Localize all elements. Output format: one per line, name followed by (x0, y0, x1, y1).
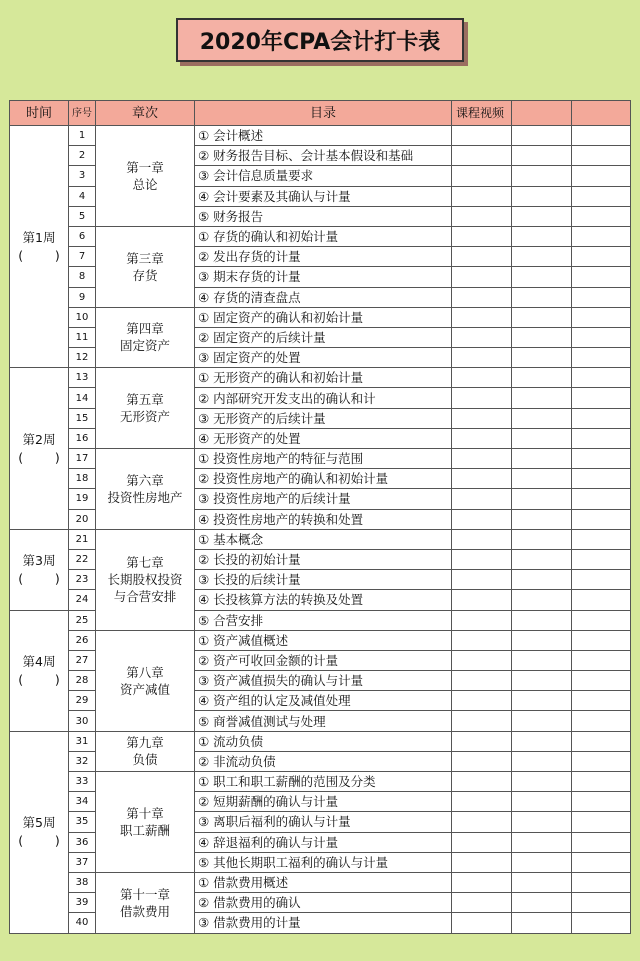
contents-item: ④ 会计要素及其确认与计量 (195, 186, 452, 206)
contents-item: ① 固定资产的确认和初始计量 (195, 307, 452, 327)
page-title: 2020年CPA会计打卡表 (176, 18, 464, 62)
check-cell[interactable] (512, 630, 572, 650)
contents-item: ① 存货的确认和初始计量 (195, 226, 452, 246)
check-cell[interactable] (512, 226, 572, 246)
row-number: 5 (69, 206, 96, 226)
check-cell[interactable] (572, 610, 631, 630)
week-cell (10, 529, 69, 610)
check-cell[interactable] (512, 549, 572, 569)
row-number: 3 (69, 166, 96, 186)
table-row (10, 449, 631, 469)
contents-item: ⑤ 财务报告 (195, 206, 452, 226)
video-check-cell[interactable] (452, 146, 512, 166)
contents-item: ④ 无形资产的处置 (195, 428, 452, 448)
check-cell[interactable] (572, 792, 631, 812)
check-cell[interactable] (512, 893, 572, 913)
video-check-cell[interactable] (452, 812, 512, 832)
check-cell[interactable] (512, 489, 572, 509)
check-cell[interactable] (512, 166, 572, 186)
check-cell[interactable] (572, 388, 631, 408)
contents-item: ① 基本概念 (195, 529, 452, 549)
video-check-cell[interactable] (452, 731, 512, 751)
table-row (10, 731, 631, 751)
row-number: 32 (69, 751, 96, 771)
contents-item: ② 财务报告目标、会计基本假设和基础 (195, 146, 452, 166)
chapter-name: 第五章 (126, 392, 164, 408)
week-label: 第4周 (22, 653, 56, 669)
video-check-cell[interactable] (452, 671, 512, 691)
video-check-cell[interactable] (452, 287, 512, 307)
video-check-cell[interactable] (452, 610, 512, 630)
header-no: 序号 (69, 101, 96, 126)
video-check-cell[interactable] (452, 368, 512, 388)
week-label: 第1周 (22, 229, 56, 245)
contents-item: ④ 辞退福利的确认与计量 (195, 832, 452, 852)
contents-item: ⑤ 商誉减值测试与处理 (195, 711, 452, 731)
check-cell[interactable] (572, 549, 631, 569)
chapter-name: 第十一章 (119, 886, 170, 902)
contents-item: ① 流动负债 (195, 731, 452, 751)
chapter-subject: 总论 (132, 176, 158, 192)
video-check-cell[interactable] (452, 832, 512, 852)
contents-item: ③ 离职后福利的确认与计量 (195, 812, 452, 832)
check-cell[interactable] (572, 247, 631, 267)
check-cell[interactable] (512, 772, 572, 792)
chapter-cell (96, 226, 195, 307)
row-number: 7 (69, 247, 96, 267)
contents-item: ⑤ 其他长期职工福利的确认与计量 (195, 852, 452, 872)
chapter-cell (96, 449, 195, 530)
check-cell[interactable] (572, 852, 631, 872)
check-cell[interactable] (512, 146, 572, 166)
table-row (10, 872, 631, 892)
video-check-cell[interactable] (452, 792, 512, 812)
week-label: 第5周 (22, 815, 56, 831)
check-cell[interactable] (572, 893, 631, 913)
row-number: 1 (69, 126, 96, 146)
table-row (10, 630, 631, 650)
row-number: 33 (69, 772, 96, 792)
video-check-cell[interactable] (452, 307, 512, 327)
contents-item: ② 资产可收回金额的计量 (195, 650, 452, 670)
contents-item: ② 投资性房地产的确认和初始计量 (195, 469, 452, 489)
row-number: 31 (69, 731, 96, 751)
video-check-cell[interactable] (452, 630, 512, 650)
contents-item: ③ 长投的后续计量 (195, 570, 452, 590)
chapter-subject: 职工薪酬 (119, 822, 170, 838)
check-cell[interactable] (572, 529, 631, 549)
check-cell[interactable] (512, 711, 572, 731)
row-number: 35 (69, 812, 96, 832)
row-number: 18 (69, 469, 96, 489)
check-cell[interactable] (572, 570, 631, 590)
table-row (10, 772, 631, 792)
week-date-field[interactable]: ( ) (18, 671, 60, 687)
chapter-name: 第六章 (126, 472, 164, 488)
week-date-field[interactable]: ( ) (18, 570, 60, 586)
row-number: 13 (69, 368, 96, 388)
check-cell[interactable] (512, 126, 572, 146)
contents-item: ② 借款费用的确认 (195, 893, 452, 913)
check-cell[interactable] (512, 671, 572, 691)
table-body (10, 126, 631, 934)
video-check-cell[interactable] (452, 570, 512, 590)
contents-item: ② 短期薪酬的确认与计量 (195, 792, 452, 812)
check-cell[interactable] (512, 509, 572, 529)
row-number: 36 (69, 832, 96, 852)
week-label: 第3周 (22, 552, 56, 568)
check-cell[interactable] (572, 226, 631, 246)
check-cell[interactable] (512, 348, 572, 368)
check-cell[interactable] (512, 449, 572, 469)
contents-item: ② 长投的初始计量 (195, 549, 452, 569)
row-number: 17 (69, 449, 96, 469)
check-cell[interactable] (572, 126, 631, 146)
check-cell[interactable] (572, 671, 631, 691)
video-check-cell[interactable] (452, 529, 512, 549)
week-date-field[interactable]: ( ) (18, 247, 60, 263)
check-cell[interactable] (512, 267, 572, 287)
check-cell[interactable] (572, 267, 631, 287)
video-check-cell[interactable] (452, 650, 512, 670)
contents-item: ① 借款费用概述 (195, 872, 452, 892)
row-number: 28 (69, 671, 96, 691)
check-cell[interactable] (572, 428, 631, 448)
check-cell[interactable] (512, 529, 572, 549)
table-row (10, 126, 631, 146)
video-check-cell[interactable] (452, 327, 512, 347)
check-cell[interactable] (572, 186, 631, 206)
video-check-cell[interactable] (452, 751, 512, 771)
contents-item: ④ 投资性房地产的转换和处置 (195, 509, 452, 529)
check-cell[interactable] (572, 287, 631, 307)
week-cell (10, 368, 69, 530)
check-cell[interactable] (572, 751, 631, 771)
chapter-subject: 负债 (132, 752, 158, 768)
contents-item: ① 资产减值概述 (195, 630, 452, 650)
row-number: 9 (69, 287, 96, 307)
contents-item: ② 非流动负债 (195, 751, 452, 771)
contents-item: ③ 借款费用的计量 (195, 913, 452, 933)
chapter-subject: 存货 (132, 267, 158, 283)
check-cell[interactable] (512, 751, 572, 771)
row-number: 40 (69, 913, 96, 933)
table-row (10, 529, 631, 549)
check-cell[interactable] (512, 812, 572, 832)
video-check-cell[interactable] (452, 206, 512, 226)
contents-item: ② 内部研究开发支出的确认和计 (195, 388, 452, 408)
row-number: 24 (69, 590, 96, 610)
contents-item: ③ 资产减值损失的确认与计量 (195, 671, 452, 691)
contents-item: ⑤ 合营安排 (195, 610, 452, 630)
row-number: 21 (69, 529, 96, 549)
check-cell[interactable] (512, 287, 572, 307)
chapter-name: 第九章 (126, 735, 164, 751)
video-check-cell[interactable] (452, 186, 512, 206)
video-check-cell[interactable] (452, 549, 512, 569)
check-cell[interactable] (572, 872, 631, 892)
row-number: 19 (69, 489, 96, 509)
row-number: 38 (69, 872, 96, 892)
check-cell[interactable] (572, 489, 631, 509)
check-cell[interactable] (512, 186, 572, 206)
chapter-cell (96, 630, 195, 731)
row-number: 23 (69, 570, 96, 590)
video-check-cell[interactable] (452, 449, 512, 469)
contents-item: ③ 会计信息质量要求 (195, 166, 452, 186)
check-cell[interactable] (512, 327, 572, 347)
check-cell[interactable] (572, 307, 631, 327)
contents-item: ① 职工和职工薪酬的范围及分类 (195, 772, 452, 792)
check-cell[interactable] (572, 832, 631, 852)
check-cell[interactable] (512, 610, 572, 630)
video-check-cell[interactable] (452, 852, 512, 872)
check-cell[interactable] (572, 772, 631, 792)
video-check-cell[interactable] (452, 408, 512, 428)
video-check-cell[interactable] (452, 489, 512, 509)
check-cell[interactable] (572, 348, 631, 368)
video-check-cell[interactable] (452, 226, 512, 246)
chapter-name: 第八章 (126, 664, 164, 680)
row-number: 15 (69, 408, 96, 428)
check-cell[interactable] (512, 792, 572, 812)
check-cell[interactable] (512, 832, 572, 852)
video-check-cell[interactable] (452, 711, 512, 731)
check-cell[interactable] (512, 469, 572, 489)
row-number: 11 (69, 327, 96, 347)
video-check-cell[interactable] (452, 388, 512, 408)
check-cell[interactable] (572, 711, 631, 731)
chapter-name: 第十章 (126, 805, 164, 821)
row-number: 4 (69, 186, 96, 206)
video-check-cell[interactable] (452, 590, 512, 610)
week-cell (10, 610, 69, 731)
row-number: 25 (69, 610, 96, 630)
chapter-cell (96, 772, 195, 873)
video-check-cell[interactable] (452, 469, 512, 489)
table-row (10, 307, 631, 327)
week-date-field[interactable]: ( ) (18, 833, 60, 849)
video-check-cell[interactable] (452, 691, 512, 711)
video-check-cell[interactable] (452, 872, 512, 892)
row-number: 12 (69, 348, 96, 368)
chapter-subject: 借款费用 (119, 903, 170, 919)
check-cell[interactable] (572, 509, 631, 529)
week-cell (10, 126, 69, 368)
row-number: 26 (69, 630, 96, 650)
row-number: 14 (69, 388, 96, 408)
check-cell[interactable] (512, 731, 572, 751)
table-row (10, 226, 631, 246)
chapter-cell (96, 731, 195, 771)
contents-item: ① 投资性房地产的特征与范围 (195, 449, 452, 469)
video-check-cell[interactable] (452, 348, 512, 368)
video-check-cell[interactable] (452, 772, 512, 792)
check-cell[interactable] (572, 166, 631, 186)
chapter-subject: 长期股权投资 与合营安排 (107, 572, 183, 605)
chapter-cell (96, 307, 195, 368)
contents-item: ① 无形资产的确认和初始计量 (195, 368, 452, 388)
check-cell[interactable] (572, 327, 631, 347)
check-cell[interactable] (512, 307, 572, 327)
check-cell[interactable] (572, 408, 631, 428)
check-cell[interactable] (512, 590, 572, 610)
chapter-subject: 资产减值 (119, 681, 170, 697)
header-blank-2 (572, 101, 631, 126)
check-cell[interactable] (512, 408, 572, 428)
chapter-name: 第四章 (126, 321, 164, 337)
week-label: 第2周 (22, 431, 56, 447)
contents-item: ③ 投资性房地产的后续计量 (195, 489, 452, 509)
check-cell[interactable] (512, 428, 572, 448)
video-check-cell[interactable] (452, 893, 512, 913)
contents-item: ③ 期末存货的计量 (195, 267, 452, 287)
contents-item: ② 固定资产的后续计量 (195, 327, 452, 347)
row-number: 20 (69, 509, 96, 529)
chapter-name: 第七章 (126, 555, 164, 571)
check-cell[interactable] (572, 812, 631, 832)
table-row (10, 368, 631, 388)
row-number: 27 (69, 650, 96, 670)
check-cell[interactable] (572, 913, 631, 933)
check-cell[interactable] (572, 630, 631, 650)
row-number: 29 (69, 691, 96, 711)
row-number: 16 (69, 428, 96, 448)
header-video: 课程视频 (452, 101, 512, 126)
contents-item: ④ 长投核算方法的转换及处置 (195, 590, 452, 610)
header-chapter: 章次 (96, 101, 195, 126)
check-cell[interactable] (572, 469, 631, 489)
check-cell[interactable] (512, 852, 572, 872)
chapter-subject: 投资性房地产 (107, 489, 183, 505)
video-check-cell[interactable] (452, 166, 512, 186)
contents-item: ④ 存货的清查盘点 (195, 287, 452, 307)
video-check-cell[interactable] (452, 913, 512, 933)
chapter-cell (96, 529, 195, 630)
check-cell[interactable] (512, 691, 572, 711)
week-cell (10, 731, 69, 933)
contents-item: ④ 资产组的认定及减值处理 (195, 691, 452, 711)
check-cell[interactable] (572, 590, 631, 610)
row-number: 8 (69, 267, 96, 287)
video-check-cell[interactable] (452, 126, 512, 146)
row-number: 22 (69, 549, 96, 569)
chapter-cell (96, 126, 195, 227)
chapter-subject: 无形资产 (119, 409, 170, 425)
header-row (10, 101, 631, 126)
row-number: 6 (69, 226, 96, 246)
check-cell[interactable] (572, 650, 631, 670)
video-check-cell[interactable] (452, 428, 512, 448)
header-time: 时间 (10, 101, 69, 126)
contents-item: ③ 无形资产的后续计量 (195, 408, 452, 428)
row-number: 37 (69, 852, 96, 872)
check-cell[interactable] (512, 368, 572, 388)
video-check-cell[interactable] (452, 247, 512, 267)
check-cell[interactable] (572, 691, 631, 711)
contents-item: ③ 固定资产的处置 (195, 348, 452, 368)
header-blank-1 (512, 101, 572, 126)
row-number: 39 (69, 893, 96, 913)
video-check-cell[interactable] (452, 509, 512, 529)
check-cell[interactable] (572, 146, 631, 166)
check-cell[interactable] (512, 872, 572, 892)
check-cell[interactable] (572, 731, 631, 751)
chapter-cell (96, 872, 195, 933)
check-cell[interactable] (512, 388, 572, 408)
row-number: 2 (69, 146, 96, 166)
video-check-cell[interactable] (452, 267, 512, 287)
check-cell[interactable] (572, 206, 631, 226)
chapter-subject: 固定资产 (119, 338, 170, 354)
chapter-name: 第一章 (126, 159, 164, 175)
row-number: 10 (69, 307, 96, 327)
check-cell[interactable] (512, 570, 572, 590)
contents-item: ① 会计概述 (195, 126, 452, 146)
check-cell[interactable] (572, 449, 631, 469)
row-number: 30 (69, 711, 96, 731)
week-date-field[interactable]: ( ) (18, 449, 60, 465)
chapter-cell (96, 368, 195, 449)
check-cell[interactable] (512, 247, 572, 267)
check-cell[interactable] (512, 913, 572, 933)
check-cell[interactable] (512, 650, 572, 670)
header-contents: 目录 (195, 101, 452, 126)
contents-item: ② 发出存货的计量 (195, 247, 452, 267)
checkin-table (9, 100, 631, 934)
check-cell[interactable] (512, 206, 572, 226)
chapter-name: 第三章 (126, 250, 164, 266)
check-cell[interactable] (572, 368, 631, 388)
row-number: 34 (69, 792, 96, 812)
